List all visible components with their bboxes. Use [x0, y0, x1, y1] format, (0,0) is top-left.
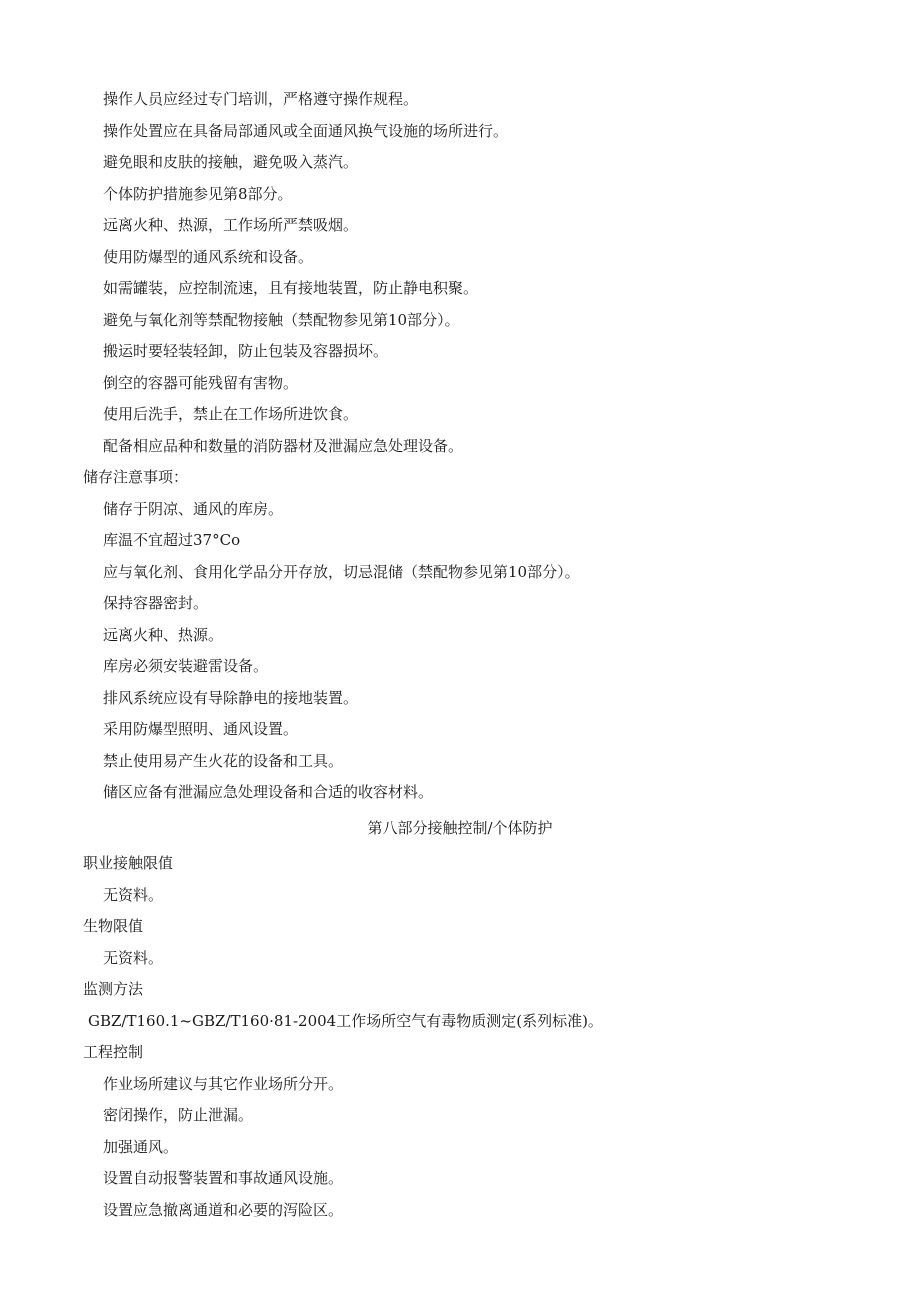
bio-limit-heading: 生物限值	[83, 917, 144, 935]
operation-precautions-list	[0, 84, 920, 462]
operation-item: 倒空的容器可能残留有害物。	[103, 373, 299, 392]
engineering-control-item: 设置自动报警装置和事故通风设施。	[103, 1169, 344, 1187]
engineering-control-item: 设置应急撤离通道和必要的泻险区。	[103, 1200, 344, 1219]
engineering-control-item: 密闭操作，防止泄漏。	[103, 1106, 254, 1124]
engineering-control-list	[0, 1069, 920, 1227]
operation-item: 搬运时要轻装轻卸，防止包装及容器损坏。	[103, 342, 389, 360]
storage-precautions-list	[0, 494, 920, 809]
operation-item: 如需罐装，应控制流速，且有接地装置，防止静电积聚。	[103, 279, 479, 297]
storage-item: 储存于阴凉、通风的库房。	[103, 499, 284, 518]
operation-item: 操作处置应在具备局部通风或全面通风换气设施的场所进行。	[103, 121, 509, 140]
operation-item: 避免眼和皮肤的接触，避免吸入蒸汽。	[103, 153, 359, 171]
operation-item: 使用防爆型的通风系统和设备。	[103, 247, 314, 266]
storage-item: 远离火种、热源。	[103, 625, 224, 644]
storage-item: 应与氧化剂、食用化学品分开存放，切忌混储（禁配物参见第10部分）。	[103, 562, 580, 581]
storage-item: 采用防爆型照明、通风设置。	[103, 720, 299, 738]
operation-item: 操作人员应经过专门培训，严格遵守操作规程。	[103, 90, 419, 108]
operation-item: 使用后洗手，禁止在工作场所进饮食。	[103, 405, 359, 423]
engineering-control-heading: 工程控制	[83, 1043, 144, 1061]
document-page	[0, 84, 920, 1226]
operation-item: 避免与氧化剂等禁配物接触（禁配物参见第10部分）。	[103, 310, 460, 329]
engineering-control-item: 作业场所建议与其它作业场所分开。	[103, 1074, 344, 1093]
oel-value: 无资料。	[103, 885, 164, 904]
oel-heading: 职业接触限值	[83, 854, 174, 872]
monitoring-method-value: GBZ/T160.1~GBZ/T160·81-2004工作场所空气有毒物质测定(系列标准)。	[88, 1011, 603, 1030]
operation-item: 配备相应品种和数量的消防器材及泄漏应急处理设备。	[103, 436, 464, 455]
monitoring-method-heading: 监测方法	[83, 980, 144, 998]
storage-heading: 储存注意事项：	[83, 468, 189, 486]
bio-limit-value: 无资料。	[103, 948, 164, 967]
storage-item: 库温不宜超过37°Co	[103, 531, 241, 549]
storage-item: 禁止使用易产生火花的设备和工具。	[103, 751, 344, 770]
section-8-title: 第八部分接触控制/个体防护	[367, 818, 553, 837]
engineering-control-item: 加强通风。	[103, 1137, 179, 1156]
operation-item: 远离火种、热源，工作场所严禁吸烟。	[103, 216, 359, 234]
operation-item: 个体防护措施参见第8部分。	[103, 184, 293, 203]
storage-item: 保持容器密封。	[103, 594, 209, 612]
storage-item: 储区应备有泄漏应急处理设备和合适的收容材料。	[103, 783, 434, 801]
storage-item: 排风系统应设有导除静电的接地装置。	[103, 688, 359, 707]
storage-item: 库房必须安装避雷设备。	[103, 657, 269, 675]
